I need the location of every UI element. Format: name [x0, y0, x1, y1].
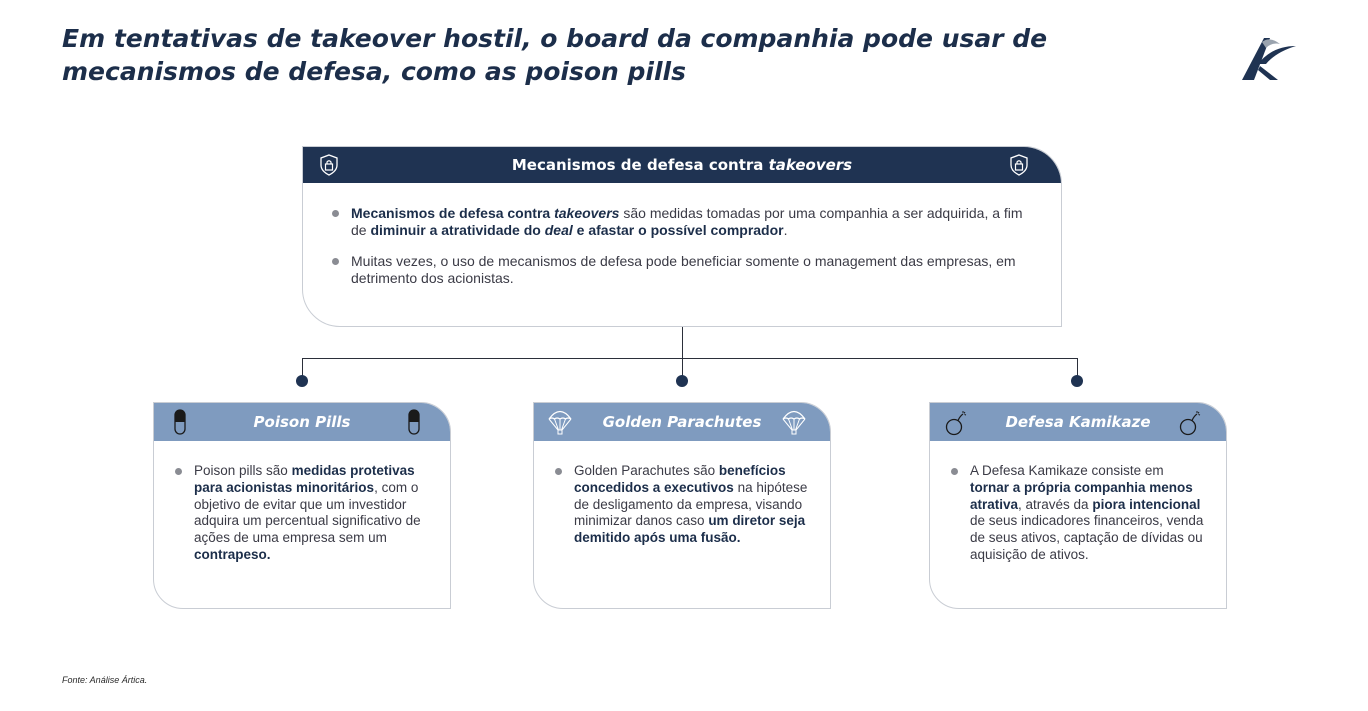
heading-prefix: Mecanismos de defesa contra: [511, 156, 769, 174]
page-title: [62, 22, 1162, 88]
shield-lock-icon: [1009, 154, 1029, 176]
defesa-kamikaze-text: A Defesa Kamikaze consiste em tornar a própria companhia menos atrativa, através da piora intencional de seus indicadores financeiros, venda de seus ativos, captação de dívidas ou aquisição de ativos.: [950, 463, 1206, 564]
pill-icon: [168, 408, 192, 436]
parachute-icon: [548, 408, 572, 436]
golden-parachutes-text: Golden Parachutes são benefícios concedidos a executivos na hipótese de desligamento da empresa, visando minimizar danos caso um diretor seja demitido após uma fusão.: [554, 463, 810, 547]
golden-parachutes-card: [533, 402, 831, 609]
poison-pills-header: [154, 403, 450, 441]
connector-dot: [1071, 375, 1083, 387]
connector-dot: [296, 375, 308, 387]
artica-logo: [1240, 34, 1296, 82]
connector-stem: [682, 327, 683, 359]
connector-horizontal: [302, 358, 1078, 359]
connector-dot: [676, 375, 688, 387]
golden-parachutes-title: Golden Parachutes: [602, 413, 762, 431]
bomb-icon: [944, 408, 968, 436]
main-bullet-2: Muitas vezes, o uso de mecanismos de defesa pode beneficiar somente o management das empresas, em detrimento dos acionistas.: [331, 253, 1031, 287]
defense-mechanisms-title: [512, 156, 852, 174]
poison-pills-card: [153, 402, 451, 609]
defense-mechanisms-card: [302, 146, 1062, 327]
poison-pills-text: Poison pills são medidas protetivas para acionistas minoritários, com o objetivo de evitar que um investidor adquira um percentual significativo de ações de uma empresa sem um contrapeso.: [174, 463, 430, 564]
pill-icon: [402, 408, 426, 436]
source-note: Fonte: Análise Ártica.: [62, 675, 148, 685]
bomb-icon: [1178, 408, 1202, 436]
main-bullet-1: Mecanismos de defesa contra takeovers são medidas tomadas por uma companhia a ser adquirida, a fim de diminuir a atratividade do deal e afastar o possível comprador.: [331, 205, 1031, 239]
parachute-icon: [782, 408, 806, 436]
shield-lock-icon: [319, 154, 339, 176]
defesa-kamikaze-card: [929, 402, 1227, 609]
title-line-1: Em tentativas de takeover hostil, o board da companhia pode usar de: [62, 24, 1048, 53]
poison-pills-title: Poison Pills: [253, 413, 351, 431]
defense-mechanisms-header: [303, 147, 1061, 183]
golden-parachutes-header: [534, 403, 830, 441]
defesa-kamikaze-title: Defesa Kamikaze: [1005, 413, 1151, 431]
heading-italic: takeovers: [768, 156, 853, 174]
defesa-kamikaze-header: [930, 403, 1226, 441]
title-line-2: mecanismos de defesa, como as poison pills: [62, 57, 686, 86]
